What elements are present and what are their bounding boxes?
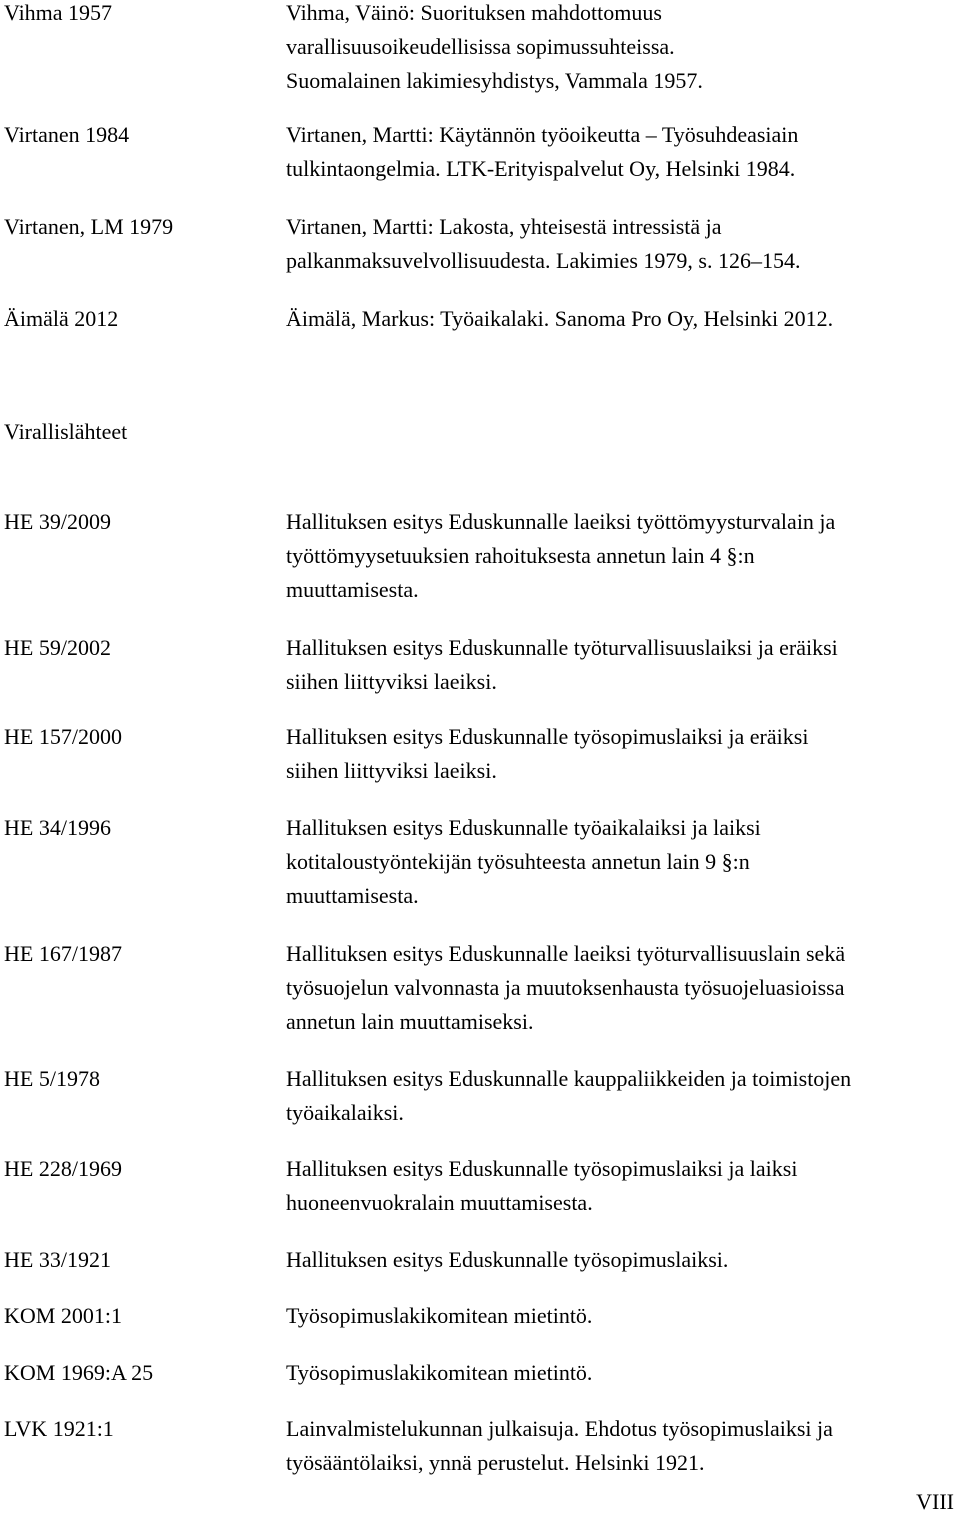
entry-line: työsääntölaiksi, ynnä perustelut. Helsinki 1921.: [286, 1450, 705, 1475]
entry-line: siihen liittyviksi laeiksi.: [286, 758, 497, 783]
entry-text: [286, 118, 958, 186]
entry-text: [286, 631, 958, 699]
entry-key: HE 228/1969: [4, 1156, 122, 1181]
entry-line: varallisuusoikeudellisissa sopimussuhteissa.: [286, 34, 675, 59]
entry-text: [286, 1356, 958, 1390]
entry-text: [286, 1412, 958, 1480]
entry-text: [286, 302, 958, 336]
entry-line: Vihma, Väinö: Suorituksen mahdottomuus: [286, 0, 662, 25]
entry-key: Vihma 1957: [4, 0, 113, 25]
entry-line: Hallituksen esitys Eduskunnalle työturvallisuuslaiksi ja eräiksi: [286, 635, 838, 660]
entry-text: [286, 1299, 958, 1333]
entry-line: Suomalainen lakimiesyhdistys, Vammala 1957.: [286, 68, 703, 93]
entry-text: [286, 210, 958, 278]
entry-line: Hallituksen esitys Eduskunnalle kauppaliikkeiden ja toimistojen: [286, 1066, 852, 1091]
entry-line: Lainvalmistelukunnan julkaisuja. Ehdotus työsopimuslaiksi ja: [286, 1416, 833, 1441]
entry-line: Hallituksen esitys Eduskunnalle työsopimuslaiksi.: [286, 1247, 729, 1272]
entry-line: Hallituksen esitys Eduskunnalle työsopimuslaiksi ja eräiksi: [286, 724, 809, 749]
entry-key: Virtanen 1984: [4, 122, 130, 147]
entry-line: Hallituksen esitys Eduskunnalle laeiksi työturvallisuuslain sekä: [286, 941, 846, 966]
entry-key: KOM 1969:A 25: [4, 1360, 154, 1385]
entry-text: [286, 1152, 958, 1220]
entry-line: palkanmaksuvelvollisuudesta. Lakimies 1979, s. 126–154.: [286, 248, 801, 273]
entry-line: työaikalaiksi.: [286, 1100, 404, 1125]
entry-line: Hallituksen esitys Eduskunnalle laeiksi työttömyysturvalain ja: [286, 509, 836, 534]
entry-line: Virtanen, Martti: Käytännön työoikeutta – Työsuhdeasiain: [286, 122, 799, 147]
entry-key: KOM 2001:1: [4, 1303, 122, 1328]
entry-text: [286, 505, 958, 607]
entry-text: [286, 0, 958, 98]
entry-key: HE 33/1921: [4, 1247, 111, 1272]
section-heading: Virallislähteet: [4, 419, 128, 444]
entry-line: Työsopimuslakikomitean mietintö.: [286, 1360, 593, 1385]
entry-line: Hallituksen esitys Eduskunnalle työsopimuslaiksi ja laiksi: [286, 1156, 798, 1181]
entry-line: työsuojelun valvonnasta ja muutoksenhausta työsuojeluasioissa: [286, 975, 845, 1000]
entry-key: HE 167/1987: [4, 941, 122, 966]
page-number: VIII: [916, 1489, 954, 1514]
entry-key: HE 157/2000: [4, 724, 122, 749]
entry-key: Virtanen, LM 1979: [4, 214, 174, 239]
entry-line: annetun lain muuttamiseksi.: [286, 1009, 534, 1034]
entry-line: Työsopimuslakikomitean mietintö.: [286, 1303, 593, 1328]
entry-line: Äimälä, Markus: Työaikalaki. Sanoma Pro Oy, Helsinki 2012.: [286, 306, 834, 331]
entry-line: muuttamisesta.: [286, 577, 419, 602]
entry-key: HE 5/1978: [4, 1066, 100, 1091]
entry-text: [286, 720, 958, 788]
entry-line: työttömyysetuuksien rahoituksesta annetun lain 4 §:n: [286, 543, 755, 568]
entry-line: Hallituksen esitys Eduskunnalle työaikalaiksi ja laiksi: [286, 815, 761, 840]
entry-key: HE 39/2009: [4, 509, 111, 534]
entry-line: muuttamisesta.: [286, 883, 419, 908]
entry-line: huoneenvuokralain muuttamisesta.: [286, 1190, 593, 1215]
entry-text: [286, 937, 958, 1039]
entry-line: kotitaloustyöntekijän työsuhteesta annetun lain 9 §:n: [286, 849, 750, 874]
entry-key: Äimälä 2012: [4, 306, 119, 331]
entry-text: [286, 1062, 958, 1130]
entry-text: [286, 1243, 958, 1277]
entry-text: [286, 811, 958, 913]
entry-line: Virtanen, Martti: Lakosta, yhteisestä intressistä ja: [286, 214, 722, 239]
entry-key: LVK 1921:1: [4, 1416, 114, 1441]
entry-key: HE 59/2002: [4, 635, 111, 660]
entry-line: siihen liittyviksi laeiksi.: [286, 669, 497, 694]
entry-line: tulkintaongelmia. LTK-Erityispalvelut Oy, Helsinki 1984.: [286, 156, 796, 181]
entry-key: HE 34/1996: [4, 815, 111, 840]
